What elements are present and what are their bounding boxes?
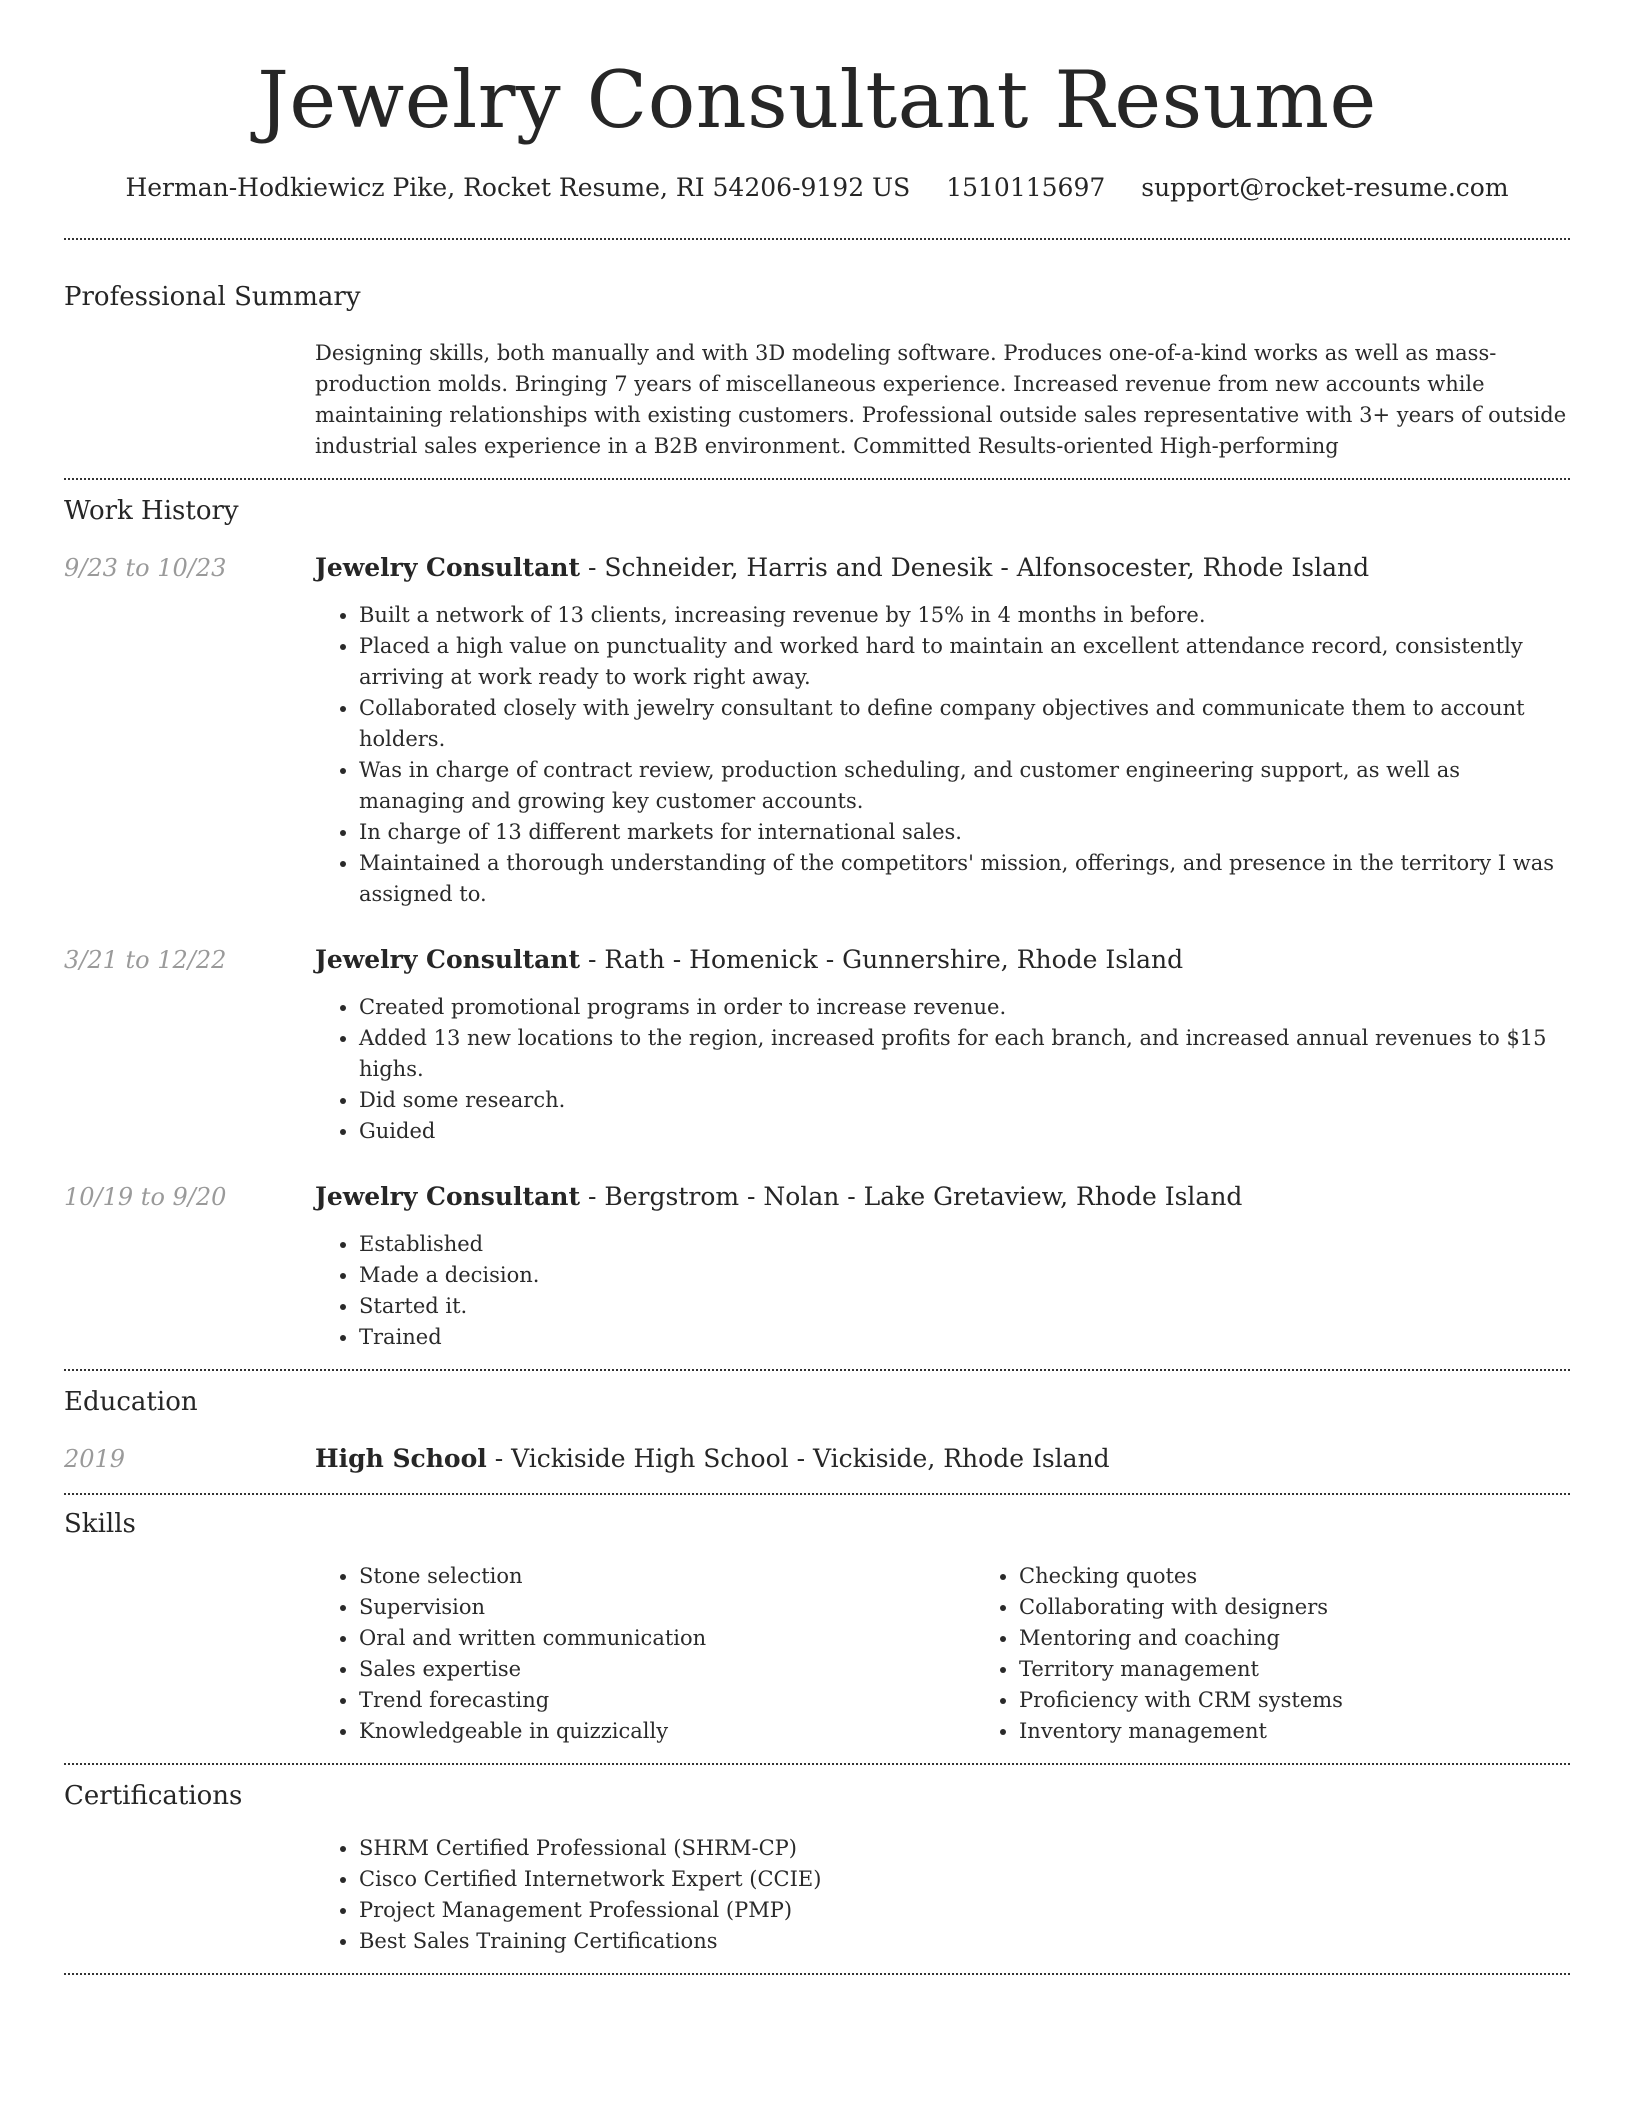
education-degree: High School — [315, 1444, 487, 1473]
list-item: • Made a decision. — [359, 1260, 1570, 1291]
list-item: • Was in charge of contract review, production scheduling, and customer engineering support, as well as managing and growing key customer accounts. — [359, 755, 1570, 817]
job-dates: 10/19 to 9/20 — [64, 1183, 227, 1211]
divider — [64, 1973, 1570, 1975]
list-item: • Stone selection — [359, 1561, 975, 1592]
list-item: • Trained — [359, 1322, 1570, 1353]
section-heading-education: Education — [64, 1387, 198, 1417]
address: Herman-Hodkiewicz Pike, Rocket Resume, RI 54206-9192 US — [125, 173, 911, 202]
skills-grid — [315, 1561, 1632, 1747]
job-dates: 3/21 to 12/22 — [64, 946, 227, 974]
list-item: • Collaborated closely with jewelry consultant to define company objectives and communicate them to account holders. — [359, 693, 1570, 755]
list-item: • Supervision — [359, 1592, 975, 1623]
skills-list-left — [315, 1561, 975, 1747]
divider — [64, 1763, 1570, 1765]
list-item: • Maintained a thorough understanding of the competitors' mission, offerings, and presence in the territory I was assigned to. — [359, 848, 1570, 910]
summary-text: Designing skills, both manually and with 3D modeling software. Produces one-of-a-kind works as well as mass-production molds. Bringing 7 years of miscellaneous experience. Increased revenue from new accounts while maintaining relationships with existing customers. Professional outside sales representative with 3+ years of outside industrial sales experience in a B2B environment. Committed Results-oriented High-performing — [315, 341, 1567, 458]
job-heading — [315, 944, 1570, 976]
job-role: Jewelry Consultant — [315, 945, 581, 974]
list-item: • Started it. — [359, 1291, 1570, 1322]
list-item: • Proficiency with CRM systems — [1019, 1685, 1632, 1716]
divider — [64, 238, 1570, 240]
list-item: • Placed a high value on punctuality and worked hard to maintain an excellent attendance record, consistently arriving at work ready to work right away. — [359, 631, 1570, 693]
section-heading-certifications: Certifications — [64, 1781, 243, 1811]
divider — [64, 1493, 1570, 1495]
divider — [64, 1369, 1570, 1371]
list-item: • Built a network of 13 clients, increasing revenue by 15% in 4 months in before. — [359, 600, 1570, 631]
list-item: • Territory management — [1019, 1654, 1632, 1685]
phone: 1510115697 — [946, 173, 1106, 202]
list-item: • Inventory management — [1019, 1716, 1632, 1747]
list-item: • In charge of 13 different markets for international sales. — [359, 817, 1570, 848]
job-entry — [64, 1181, 1570, 1353]
list-item: • Established — [359, 1229, 1570, 1260]
list-item: • Project Management Professional (PMP) — [359, 1895, 1570, 1926]
job-role: Jewelry Consultant — [315, 1182, 581, 1211]
skills-list-right — [975, 1561, 1632, 1747]
job-heading — [315, 552, 1570, 584]
email[interactable]: support@rocket-resume.com — [1141, 173, 1509, 202]
resume-title: Jewelry Consultant Resume — [257, 54, 1377, 146]
job-employer: - Bergstrom - Nolan - Lake Gretaview, Rhode Island — [580, 1182, 1243, 1211]
section-heading-work: Work History — [64, 496, 239, 526]
list-item: • Sales expertise — [359, 1654, 975, 1685]
job-dates: 9/23 to 10/23 — [64, 554, 227, 582]
section-heading-skills: Skills — [64, 1509, 136, 1539]
job-entry — [64, 944, 1570, 1147]
list-item: • Guided — [359, 1116, 1570, 1147]
job-heading — [315, 1181, 1570, 1213]
job-entry — [64, 552, 1570, 910]
resume-page — [64, 0, 1570, 1975]
contact-line — [64, 172, 1570, 204]
list-item: • Cisco Certified Internetwork Expert (CCIE) — [359, 1864, 1570, 1895]
list-item: • Mentoring and coaching — [1019, 1623, 1632, 1654]
job-employer: - Rath - Homenick - Gunnershire, Rhode Island — [580, 945, 1184, 974]
job-role: Jewelry Consultant — [315, 553, 581, 582]
education-school: - Vickiside High School - Vickiside, Rhode Island — [486, 1444, 1110, 1473]
list-item: • Oral and written communication — [359, 1623, 975, 1654]
list-item: • Collaborating with designers — [1019, 1592, 1632, 1623]
certifications-list — [315, 1833, 1570, 1957]
job-employer: - Schneider, Harris and Denesik - Alfonsocester, Rhode Island — [580, 553, 1370, 582]
list-item: • Did some research. — [359, 1085, 1570, 1116]
list-item: • SHRM Certified Professional (SHRM-CP) — [359, 1833, 1570, 1864]
education-date: 2019 — [64, 1445, 126, 1473]
list-item: • Created promotional programs in order to increase revenue. — [359, 992, 1570, 1023]
list-item: • Best Sales Training Certifications — [359, 1926, 1570, 1957]
education-heading — [315, 1443, 1570, 1475]
list-item: • Trend forecasting — [359, 1685, 975, 1716]
divider — [64, 478, 1570, 480]
job-bullets — [315, 992, 1570, 1147]
list-item: • Knowledgeable in quizzically — [359, 1716, 975, 1747]
section-heading-summary: Professional Summary — [64, 282, 361, 312]
job-bullets — [315, 600, 1570, 910]
list-item: • Checking quotes — [1019, 1561, 1632, 1592]
list-item: • Added 13 new locations to the region, increased profits for each branch, and increased annual revenues to $15 highs. — [359, 1023, 1570, 1085]
job-bullets — [315, 1229, 1570, 1353]
